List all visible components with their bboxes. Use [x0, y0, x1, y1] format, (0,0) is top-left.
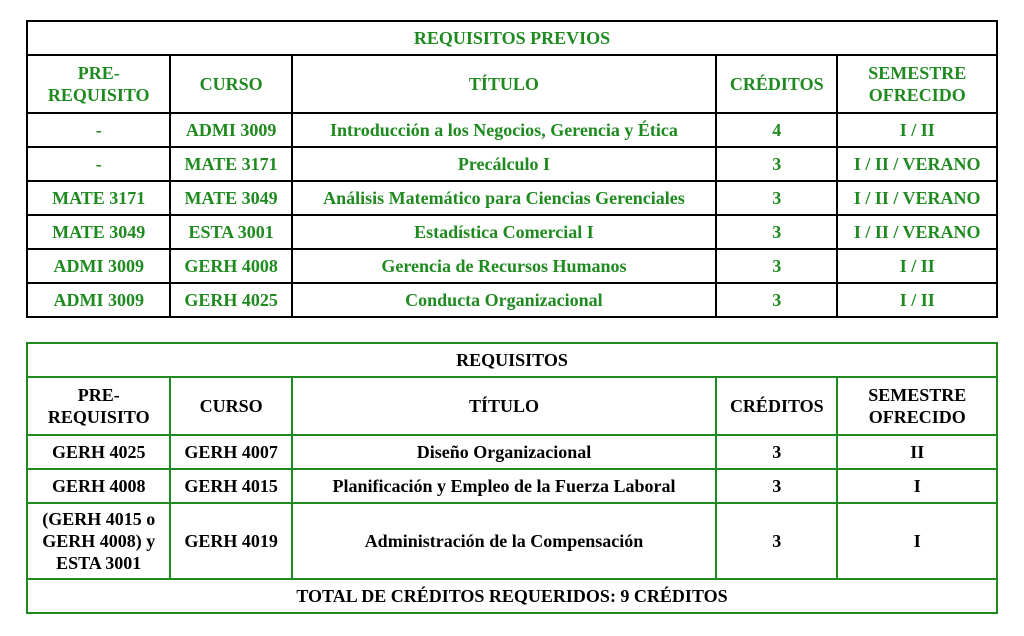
cell-curso: GERH 4025	[170, 283, 291, 317]
table-row	[27, 181, 997, 215]
table-title: REQUISITOS	[27, 343, 997, 377]
cell-titulo: Conducta Organizacional	[292, 283, 716, 317]
header-semestre: SEMESTRE OFRECIDO	[837, 377, 997, 435]
cell-semestre: II	[837, 435, 997, 469]
table-row	[27, 283, 997, 317]
cell-titulo: Introducción a los Negocios, Gerencia y Ética	[292, 113, 716, 147]
cell-creditos: 3	[716, 283, 837, 317]
cell-semestre: I / II / VERANO	[837, 181, 997, 215]
table-row	[27, 147, 997, 181]
cell-prerequisito: ADMI 3009	[27, 283, 170, 317]
cell-prerequisito: MATE 3171	[27, 181, 170, 215]
cell-curso: GERH 4008	[170, 249, 291, 283]
cell-curso: MATE 3171	[170, 147, 291, 181]
cell-prerequisito: GERH 4008	[27, 469, 170, 503]
cell-curso: GERH 4007	[170, 435, 291, 469]
cell-semestre: I	[837, 469, 997, 503]
cell-creditos: 3	[716, 181, 837, 215]
cell-prerequisito: -	[27, 113, 170, 147]
cell-titulo: Estadística Comercial I	[292, 215, 716, 249]
header-titulo: TÍTULO	[292, 377, 716, 435]
table-row	[27, 113, 997, 147]
cell-titulo: Precálculo I	[292, 147, 716, 181]
table-row	[27, 215, 997, 249]
total-credits: TOTAL DE CRÉDITOS REQUERIDOS: 9 CRÉDITOS	[27, 579, 997, 613]
requirements-table	[26, 342, 998, 614]
cell-curso: MATE 3049	[170, 181, 291, 215]
cell-creditos: 4	[716, 113, 837, 147]
cell-semestre: I / II / VERANO	[837, 215, 997, 249]
cell-curso: GERH 4015	[170, 469, 291, 503]
cell-semestre: I	[837, 503, 997, 579]
cell-creditos: 3	[716, 503, 837, 579]
cell-creditos: 3	[716, 469, 837, 503]
header-prerequisito: PRE- REQUISITO	[27, 55, 170, 113]
cell-creditos: 3	[716, 147, 837, 181]
cell-titulo: Administración de la Compensación	[292, 503, 716, 579]
cell-semestre: I / II	[837, 283, 997, 317]
cell-titulo: Planificación y Empleo de la Fuerza Laboral	[292, 469, 716, 503]
cell-semestre: I / II	[837, 113, 997, 147]
table-row	[27, 503, 997, 579]
cell-curso: GERH 4019	[170, 503, 291, 579]
table-title: REQUISITOS PREVIOS	[27, 21, 997, 55]
cell-creditos: 3	[716, 435, 837, 469]
table-row	[27, 249, 997, 283]
header-prerequisito: PRE- REQUISITO	[27, 377, 170, 435]
header-curso: CURSO	[170, 55, 291, 113]
header-semestre: SEMESTRE OFRECIDO	[837, 55, 997, 113]
cell-curso: ADMI 3009	[170, 113, 291, 147]
header-titulo: TÍTULO	[292, 55, 716, 113]
cell-titulo: Diseño Organizacional	[292, 435, 716, 469]
header-creditos: CRÉDITOS	[716, 377, 837, 435]
header-curso: CURSO	[170, 377, 291, 435]
cell-curso: ESTA 3001	[170, 215, 291, 249]
cell-creditos: 3	[716, 215, 837, 249]
cell-semestre: I / II	[837, 249, 997, 283]
header-creditos: CRÉDITOS	[716, 55, 837, 113]
table-row	[27, 469, 997, 503]
cell-titulo: Análisis Matemático para Ciencias Gerenciales	[292, 181, 716, 215]
table-row	[27, 435, 997, 469]
cell-prerequisito: (GERH 4015 o GERH 4008) y ESTA 3001	[27, 503, 170, 579]
cell-titulo: Gerencia de Recursos Humanos	[292, 249, 716, 283]
cell-prerequisito: -	[27, 147, 170, 181]
cell-prerequisito: GERH 4025	[27, 435, 170, 469]
cell-prerequisito: MATE 3049	[27, 215, 170, 249]
cell-creditos: 3	[716, 249, 837, 283]
prerequisites-table	[26, 20, 998, 318]
cell-prerequisito: ADMI 3009	[27, 249, 170, 283]
cell-semestre: I / II / VERANO	[837, 147, 997, 181]
